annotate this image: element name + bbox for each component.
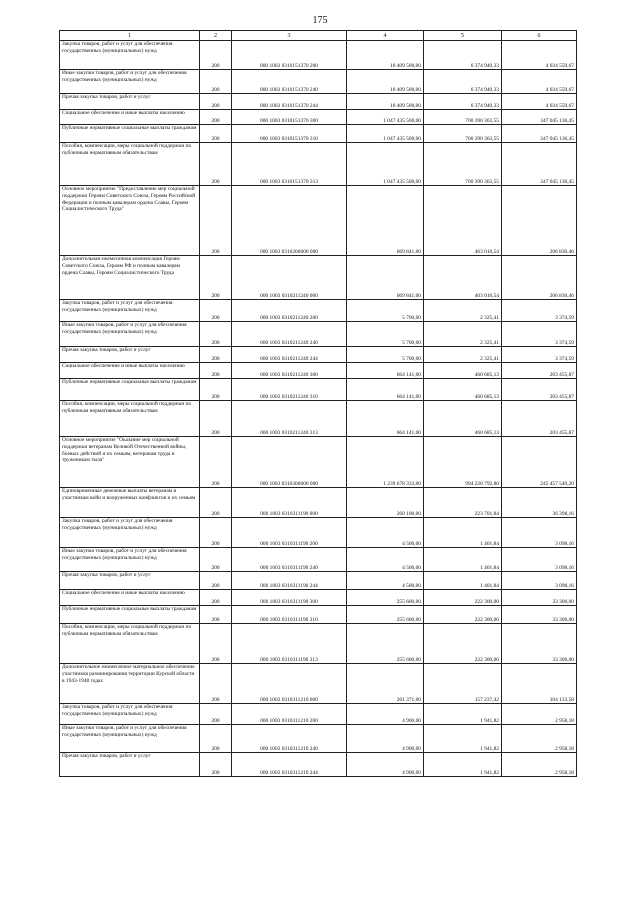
budget-classification-code: 000 1003 0310311190 313	[232, 624, 347, 664]
executed-amount: 223 701,84	[424, 488, 502, 518]
table-row	[60, 256, 577, 300]
approved-amount: 255 600,00	[347, 606, 424, 624]
budget-classification-code: 000 1003 0310311190 240	[232, 548, 347, 572]
table-body	[60, 41, 577, 777]
approved-amount: 669 841,00	[347, 256, 424, 300]
table-row	[60, 624, 577, 664]
table-row	[60, 379, 577, 401]
row-name: Закупка товаров, работ и услуг для обеспечения государственных (муниципальных) нужд	[60, 704, 200, 725]
approved-amount: 255 600,00	[347, 624, 424, 664]
row-code: 200	[200, 753, 232, 777]
row-code: 200	[200, 143, 232, 186]
table-row	[60, 94, 577, 110]
approved-amount: 5 700,00	[347, 322, 424, 347]
unexecuted-amount: 4 034 559,67	[502, 70, 577, 94]
unexecuted-amount: 2 958,18	[502, 753, 577, 777]
approved-amount: 664 141,00	[347, 379, 424, 401]
approved-amount: 1 239 678 333,00	[347, 437, 424, 488]
table-row	[60, 590, 577, 606]
unexecuted-amount: 203 455,87	[502, 401, 577, 437]
budget-classification-code: 000 1003 0310311210 000	[232, 664, 347, 704]
row-name: Основное мероприятие "Предоставление мер социальной поддержки Героям Советского Союза, Героям Российской Федерации и полным кавалерам ордена Славы, Героям Социалистического Труда"	[60, 186, 200, 256]
column-number: 1	[60, 31, 200, 41]
budget-classification-code: 000 1003 0310211240 313	[232, 401, 347, 437]
executed-amount: 1 941,82	[424, 704, 502, 725]
row-name: Публичные нормативные социальные выплаты гражданам	[60, 125, 200, 143]
table-row	[60, 322, 577, 347]
row-code: 200	[200, 110, 232, 125]
row-name: Социальное обеспечение и иные выплаты населению	[60, 590, 200, 606]
unexecuted-amount: 2 958,18	[502, 725, 577, 753]
approved-amount: 669 841,00	[347, 186, 424, 256]
executed-amount: 700 390 363,55	[424, 125, 502, 143]
budget-classification-code: 000 1003 0310311210 240	[232, 725, 347, 753]
row-code: 200	[200, 704, 232, 725]
unexecuted-amount: 203 455,87	[502, 363, 577, 379]
budget-classification-code: 000 1003 0310151370 313	[232, 143, 347, 186]
table-row	[60, 606, 577, 624]
row-name: Пособия, компенсации, меры социальной поддержки по публичным нормативным обязательствам	[60, 401, 200, 437]
approved-amount: 4 900,00	[347, 725, 424, 753]
column-number: 5	[424, 31, 502, 41]
budget-execution-table	[59, 30, 577, 777]
row-code: 200	[200, 518, 232, 548]
executed-amount: 157 237,42	[424, 664, 502, 704]
unexecuted-amount: 36 398,16	[502, 488, 577, 518]
executed-amount: 700 390 363,55	[424, 143, 502, 186]
row-name: Пособия, компенсации, меры социальной поддержки по публичным нормативным обязательствам	[60, 143, 200, 186]
budget-classification-code: 000 1003 0310151370 200	[232, 41, 347, 70]
row-code: 200	[200, 488, 232, 518]
table-row	[60, 110, 577, 125]
unexecuted-amount: 347 045 136,45	[502, 110, 577, 125]
budget-classification-code: 000 1003 0310300000 000	[232, 437, 347, 488]
row-code: 200	[200, 300, 232, 322]
approved-amount: 4 500,00	[347, 518, 424, 548]
approved-amount: 10 409 500,00	[347, 70, 424, 94]
row-code: 200	[200, 70, 232, 94]
budget-classification-code: 000 1003 0310311190 300	[232, 590, 347, 606]
executed-amount: 1 401,84	[424, 572, 502, 590]
executed-amount: 2 325,41	[424, 322, 502, 347]
executed-amount: 6 374 940,33	[424, 41, 502, 70]
approved-amount: 5 700,00	[347, 300, 424, 322]
approved-amount: 664 141,00	[347, 363, 424, 379]
row-name: Закупка товаров, работ и услуг для обеспечения государственных (муниципальных) нужд	[60, 41, 200, 70]
table-row	[60, 572, 577, 590]
unexecuted-amount: 3 098,16	[502, 548, 577, 572]
approved-amount: 4 900,00	[347, 753, 424, 777]
row-name: Социальное обеспечение и иные выплаты населению	[60, 110, 200, 125]
row-name: Дополнительное ежемесячное материальное обеспечение участников разминирования территории Курской области в 1943-1948 годах	[60, 664, 200, 704]
executed-amount: 222 300,00	[424, 624, 502, 664]
budget-classification-code: 000 1003 0310311190 000	[232, 488, 347, 518]
budget-classification-code: 000 1003 0310151370 244	[232, 94, 347, 110]
unexecuted-amount: 206 830,46	[502, 256, 577, 300]
executed-amount: 1 941,82	[424, 753, 502, 777]
unexecuted-amount: 3 374,59	[502, 300, 577, 322]
row-name: Прочая закупка товаров, работ и услуг	[60, 572, 200, 590]
row-name: Закупка товаров, работ и услуг для обеспечения государственных (муниципальных) нужд	[60, 518, 200, 548]
table-row	[60, 125, 577, 143]
executed-amount: 1 941,82	[424, 725, 502, 753]
executed-amount: 222 300,00	[424, 590, 502, 606]
unexecuted-amount: 3 374,59	[502, 322, 577, 347]
table-row	[60, 488, 577, 518]
row-name: Прочая закупка товаров, работ и услуг	[60, 94, 200, 110]
row-code: 200	[200, 41, 232, 70]
unexecuted-amount: 3 098,16	[502, 518, 577, 548]
budget-classification-code: 000 1003 0310311190 310	[232, 606, 347, 624]
row-name: Иные закупки товаров, работ и услуг для обеспечения государственных (муниципальных) нужд	[60, 70, 200, 94]
budget-classification-code: 000 1003 0310311190 200	[232, 518, 347, 548]
budget-classification-code: 000 1003 0310311210 244	[232, 753, 347, 777]
executed-amount: 222 300,00	[424, 606, 502, 624]
executed-amount: 6 374 940,33	[424, 70, 502, 94]
row-code: 200	[200, 548, 232, 572]
executed-amount: 1 401,84	[424, 548, 502, 572]
row-code: 200	[200, 401, 232, 437]
unexecuted-amount: 3 374,59	[502, 347, 577, 363]
table-row	[60, 664, 577, 704]
budget-classification-code: 000 1003 0310151370 240	[232, 70, 347, 94]
row-name: Иные закупки товаров, работ и услуг для обеспечения государственных (муниципальных) нужд	[60, 322, 200, 347]
unexecuted-amount: 206 830,46	[502, 186, 577, 256]
budget-classification-code: 000 1003 0310200000 000	[232, 186, 347, 256]
approved-amount: 1 047 435 500,00	[347, 125, 424, 143]
approved-amount: 1 047 435 500,00	[347, 110, 424, 125]
executed-amount: 700 390 363,55	[424, 110, 502, 125]
unexecuted-amount: 4 034 559,67	[502, 94, 577, 110]
row-name: Иные закупки товаров, работ и услуг для обеспечения государственных (муниципальных) нужд	[60, 548, 200, 572]
table-row	[60, 401, 577, 437]
approved-amount: 4 500,00	[347, 572, 424, 590]
approved-amount: 5 700,00	[347, 347, 424, 363]
row-code: 200	[200, 590, 232, 606]
executed-amount: 2 325,41	[424, 347, 502, 363]
row-code: 200	[200, 363, 232, 379]
executed-amount: 460 685,13	[424, 401, 502, 437]
approved-amount: 10 409 500,00	[347, 94, 424, 110]
budget-classification-code: 000 1003 0310211240 200	[232, 300, 347, 322]
unexecuted-amount: 4 034 559,67	[502, 41, 577, 70]
executed-amount: 460 685,13	[424, 379, 502, 401]
budget-classification-code: 000 1003 0310211240 300	[232, 363, 347, 379]
row-name: Иные закупки товаров, работ и услуг для обеспечения государственных (муниципальных) нужд	[60, 725, 200, 753]
table-row	[60, 41, 577, 70]
row-name: Единовременные денежные выплаты ветеранам и участникам войн и вооруженных конфликтов и их семьям	[60, 488, 200, 518]
table-row	[60, 143, 577, 186]
row-code: 200	[200, 256, 232, 300]
row-code: 200	[200, 624, 232, 664]
table-row	[60, 704, 577, 725]
column-number-row	[60, 31, 577, 41]
approved-amount: 4 500,00	[347, 548, 424, 572]
budget-classification-code: 000 1003 0310311190 244	[232, 572, 347, 590]
budget-classification-code: 000 1003 0310211240 000	[232, 256, 347, 300]
approved-amount: 10 409 500,00	[347, 41, 424, 70]
table-row	[60, 437, 577, 488]
unexecuted-amount: 203 455,87	[502, 379, 577, 401]
table-row	[60, 186, 577, 256]
approved-amount: 255 600,00	[347, 590, 424, 606]
table-row	[60, 347, 577, 363]
row-name: Дополнительная ежемесячная компенсация Героям Советского Союза, Героям РФ и полным кавалерам ордена Славы, Героям Социалистического Труда	[60, 256, 200, 300]
table-row	[60, 518, 577, 548]
row-name: Основное мероприятие "Оказание мер социальной поддержки ветеранам Великой Отечественной войны, боевых действий и их семьям, ветеранам труда и труженикам тыла"	[60, 437, 200, 488]
table-row	[60, 70, 577, 94]
row-name: Социальное обеспечение и иные выплаты населению	[60, 363, 200, 379]
unexecuted-amount: 33 300,00	[502, 624, 577, 664]
executed-amount: 463 010,54	[424, 186, 502, 256]
column-number: 4	[347, 31, 424, 41]
executed-amount: 2 325,41	[424, 300, 502, 322]
budget-classification-code: 000 1003 0310211240 310	[232, 379, 347, 401]
table-row	[60, 753, 577, 777]
budget-classification-code: 000 1003 0310151370 300	[232, 110, 347, 125]
row-code: 200	[200, 125, 232, 143]
executed-amount: 463 010,54	[424, 256, 502, 300]
row-code: 200	[200, 186, 232, 256]
row-name: Закупка товаров, работ и услуг для обеспечения государственных (муниципальных) нужд	[60, 300, 200, 322]
row-code: 200	[200, 322, 232, 347]
row-name: Пособия, компенсации, меры социальной поддержки по публичным нормативным обязательствам	[60, 624, 200, 664]
approved-amount: 260 100,00	[347, 488, 424, 518]
unexecuted-amount: 347 045 136,45	[502, 125, 577, 143]
column-number: 6	[502, 31, 577, 41]
unexecuted-amount: 347 045 136,45	[502, 143, 577, 186]
table-row	[60, 548, 577, 572]
row-code: 200	[200, 437, 232, 488]
executed-amount: 1 401,84	[424, 518, 502, 548]
approved-amount: 664 141,00	[347, 401, 424, 437]
row-code: 200	[200, 664, 232, 704]
row-name: Прочая закупка товаров, работ и услуг	[60, 347, 200, 363]
approved-amount: 261 371,00	[347, 664, 424, 704]
approved-amount: 1 047 435 500,00	[347, 143, 424, 186]
column-number: 3	[232, 31, 347, 41]
executed-amount: 994 220 792,80	[424, 437, 502, 488]
budget-classification-code: 000 1003 0310211240 240	[232, 322, 347, 347]
table-row	[60, 363, 577, 379]
executed-amount: 6 374 940,33	[424, 94, 502, 110]
table-row	[60, 300, 577, 322]
page-number: 175	[312, 15, 328, 26]
budget-classification-code: 000 1003 0310311210 200	[232, 704, 347, 725]
row-name: Публичные нормативные социальные выплаты гражданам	[60, 379, 200, 401]
row-name: Прочая закупка товаров, работ и услуг	[60, 753, 200, 777]
approved-amount: 4 900,00	[347, 704, 424, 725]
unexecuted-amount: 245 457 540,20	[502, 437, 577, 488]
row-code: 200	[200, 606, 232, 624]
column-number: 2	[200, 31, 232, 41]
row-code: 200	[200, 94, 232, 110]
row-code: 200	[200, 347, 232, 363]
row-name: Публичные нормативные социальные выплаты гражданам	[60, 606, 200, 624]
row-code: 200	[200, 572, 232, 590]
budget-classification-code: 000 1003 0310211240 244	[232, 347, 347, 363]
table-row	[60, 725, 577, 753]
unexecuted-amount: 3 098,16	[502, 572, 577, 590]
unexecuted-amount: 104 133,58	[502, 664, 577, 704]
unexecuted-amount: 33 300,00	[502, 606, 577, 624]
executed-amount: 460 685,13	[424, 363, 502, 379]
row-code: 200	[200, 379, 232, 401]
row-code: 200	[200, 725, 232, 753]
budget-classification-code: 000 1003 0310151370 310	[232, 125, 347, 143]
unexecuted-amount: 2 958,18	[502, 704, 577, 725]
unexecuted-amount: 33 300,00	[502, 590, 577, 606]
